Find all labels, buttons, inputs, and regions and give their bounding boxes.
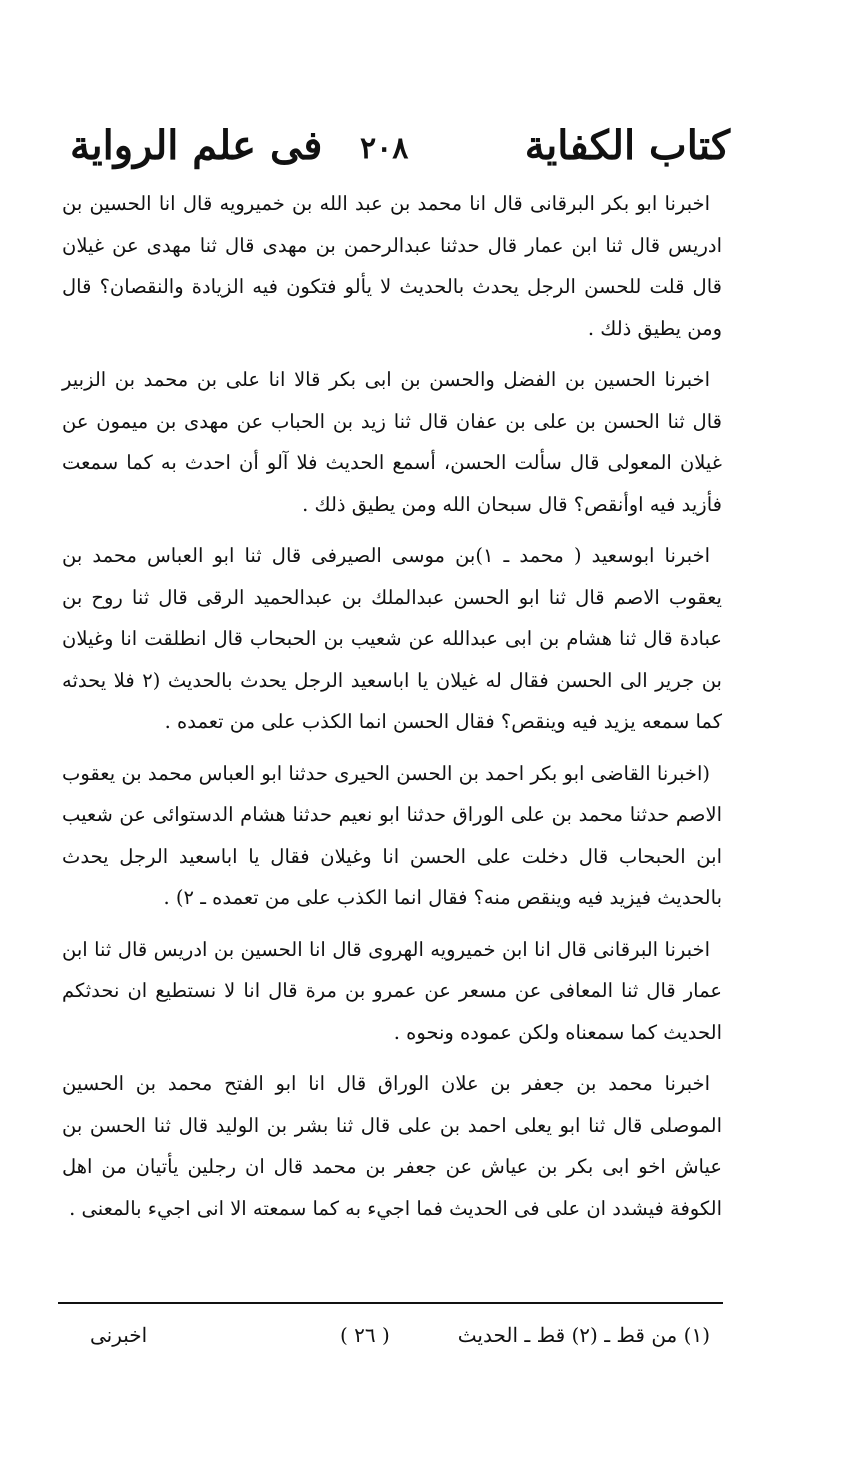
paragraph: (اخبرنا القاضى ابو بكر احمد بن الحسن الحيرى حدثنا ابو العباس محمد بن يعقوب الاصم حدثنا محمد بن على الوراق حدثنا ابو نعيم حدثنا هشام الدستوائى عن شعيب ابن الحبحاب قال دخلت على الحسن انا وغيلان فقال يا اباسعيد الرجل يحدث بالحديث فيزيد فيه وينقص منه؟ فقال انما الكذب على من تعمده ـ ٢) . <box>62 761 722 909</box>
paragraph: اخبرنا ابو بكر البرقانى قال انا محمد بن عبد الله بن خميرويه قال انا الحسين بن ادريس قال ثنا ابن عمار قال حدثنا عبدالرحمن بن مهدى قال ثنا مهدى عن غيلان قال قلت للحسن الرجل يحدث بالحديث لا يألو فتكون فيه الزيادة والنقصان؟ قال ومن يطيق ذلك . <box>62 192 722 340</box>
footnote-divider <box>58 1302 723 1304</box>
main-text <box>62 183 722 1239</box>
section-title: فى علم الرواية <box>70 122 323 169</box>
page-number: ٢٠٨ <box>360 131 409 166</box>
running-header <box>70 118 730 188</box>
book-title: كتاب الكفاية <box>524 122 730 169</box>
catchword: اخبرنى <box>90 1323 148 1347</box>
signature-mark: ( ٢٦ ) <box>340 1323 390 1347</box>
page-footer <box>70 1315 710 1355</box>
paragraph: اخبرنا ابوسعيد ( محمد ـ ١)بن موسى الصيرفى قال ثنا ابو العباس محمد بن يعقوب الاصم قال ثنا ابو الحسن عبدالملك بن عبدالحميد الرقى قال ثنا روح بن عبادة قال ثنا هشام بن ابى عبدالله عن شعيب بن الحبحاب قال انطلقت انا وغيلان بن جرير الى الحسن فقال له غيلان يا اباسعيد الرجل يحدث بالحديث (٢ فلا يحدثه كما سمعه يزيد فيه وينقص؟ فقال الحسن انما الكذب على من تعمده . <box>62 544 722 733</box>
footnotes: (١) من قط ـ (٢) قط ـ الحديث <box>457 1323 710 1347</box>
paragraph: اخبرنا البرقانى قال انا ابن خميرويه الهروى قال انا الحسين بن ادريس قال ثنا ابن عمار قال ثنا المعافى عن مسعر عن عمرو بن مرة قال انا لا نستطيع ان نحدثكم الحديث كما سمعناه ولكن عموده ونحوه . <box>62 937 722 1044</box>
paragraph: اخبرنا الحسين بن الفضل والحسن بن ابى بكر قالا انا على بن محمد بن الزبير قال ثنا الحسن بن على بن عفان قال ثنا زيد بن الحباب عن مهدى بن ميمون عن غيلان المعولى قال سألت الحسن، أسمع الحديث فلا آلو أن احدث به كما سمعت فأزيد فيه اوأنقص؟ قال سبحان الله ومن يطيق ذلك . <box>62 368 722 516</box>
paragraph: اخبرنا محمد بن جعفر بن علان الوراق قال انا ابو الفتح محمد بن الحسين الموصلى قال ثنا ابو يعلى احمد بن على قال ثنا بشر بن الوليد قال ثنا الحسن بن عياش اخو ابى بكر بن عياش عن جعفر بن محمد قال ان رجلين يأتيان من اهل الكوفة فيشدد ان على فى الحديث فما اجيء به كما سمعته الا انى اجيء بالمعنى . <box>62 1072 722 1220</box>
